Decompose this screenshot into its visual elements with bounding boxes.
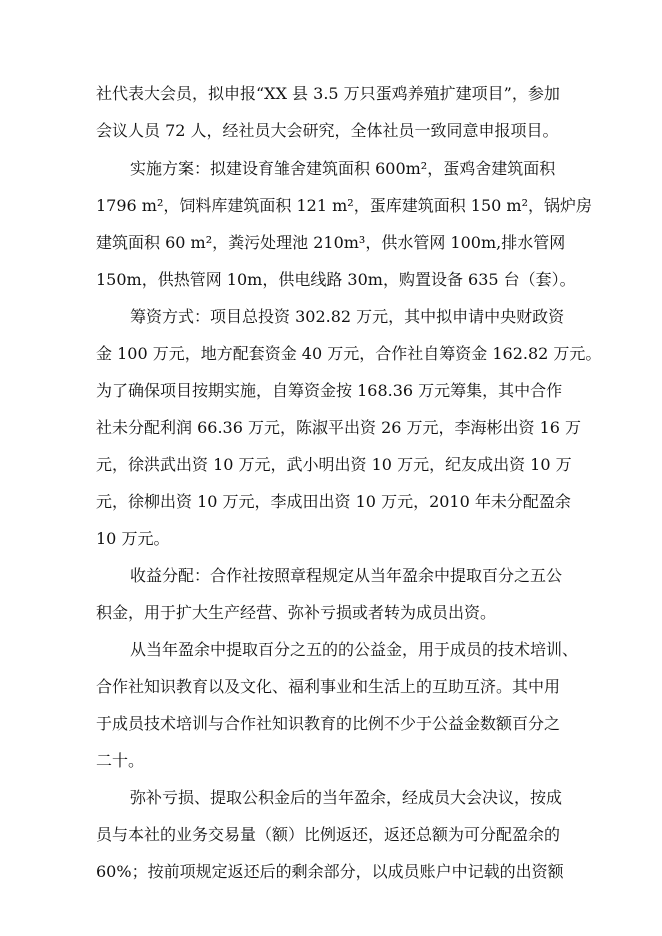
- paragraph-start-line: 实施方案：拟建设育雏舍建筑面积 600m²，蛋鸡舍建筑面积: [130, 159, 556, 178]
- text-line: 于成员技术培训与合作社知识教育的比例不少于公益金数额百分之: [96, 714, 561, 733]
- paragraph-start-line: 弥补亏损、提取公积金后的当年盈余，经成员大会决议，按成: [130, 788, 563, 807]
- text-line: 员与本社的业务交易量（额）比例返还，返还总额为可分配盈余的: [96, 825, 561, 844]
- text-line: 金 100 万元，地方配套资金 40 万元，合作社自筹资金 162.82 万元。: [96, 344, 602, 363]
- text-line: 社代表大会员，拟申报“XX 县 3.5 万只蛋鸡养殖扩建项目”，参加: [96, 84, 560, 103]
- text-line: 二十。: [96, 751, 145, 770]
- text-line: 积金，用于扩大生产经营、弥补亏损或者转为成员出资。: [96, 603, 497, 622]
- text-line: 60%；按前项规定返还后的剩余部分，以成员账户中记载的出资额: [96, 862, 564, 881]
- text-line: 1796 m²，饲料库建筑面积 121 m²，蛋库建筑面积 150 m²，锅炉房: [96, 196, 592, 215]
- text-line: 会议人员 72 人，经社员大会研究，全体社员一致同意申报项目。: [96, 121, 559, 140]
- text-line: 合作社知识教育以及文化、福利事业和生活上的互助互济。其中用: [96, 677, 561, 696]
- text-line: 元，徐柳出资 10 万元，李成田出资 10 万元，2010 年未分配盈余: [96, 492, 571, 511]
- text-line: 为了确保项目按期实施，自筹资金按 168.36 万元筹集，其中合作: [96, 381, 563, 400]
- text-line: 10 万元。: [96, 529, 170, 548]
- paragraph-start-line: 收益分配：合作社按照章程规定从当年盈余中提取百分之五公: [130, 566, 563, 585]
- text-line: 社未分配利润 66.36 万元，陈淑平出资 26 万元，李海彬出资 16 万: [96, 418, 582, 437]
- text-line: 建筑面积 60 m²，粪污处理池 210m³，供水管网 100m,排水管网: [96, 233, 566, 252]
- text-line: 150m，供热管网 10m，供电线路 30m，购置设备 635 台（套）。: [96, 270, 576, 289]
- paragraph-start-line: 从当年盈余中提取百分之五的的公益金，用于成员的技术培训、: [130, 640, 579, 659]
- paragraph-start-line: 筹资方式：项目总投资 302.82 万元，其中拟申请中央财政资: [130, 307, 565, 326]
- text-line: 元，徐洪武出资 10 万元，武小明出资 10 万元，纪友成出资 10 万: [96, 455, 572, 474]
